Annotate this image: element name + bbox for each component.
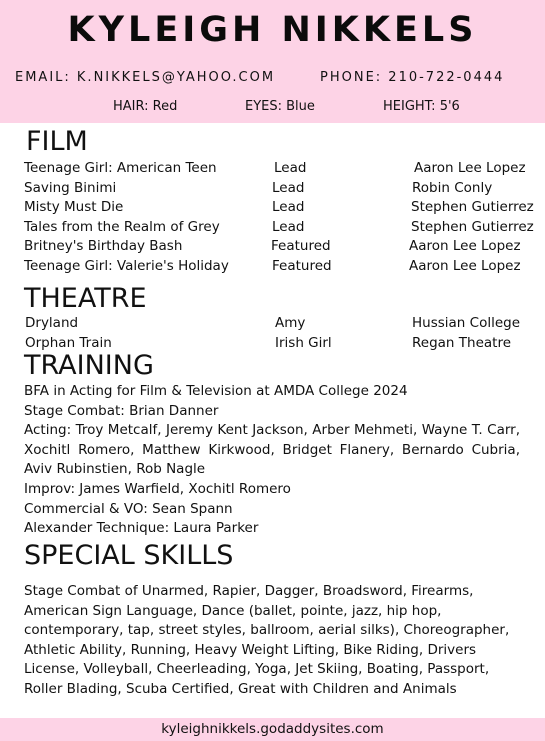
hair-stat: HAIR: Red: [113, 99, 178, 114]
training-commercial: Commercial & VO: Sean Spann: [24, 500, 233, 517]
film-title: Tales from the Realm of Grey: [24, 218, 220, 235]
film-director: Aaron Lee Lopez: [409, 238, 521, 254]
film-title: Teenage Girl: Valerie's Holiday: [24, 257, 229, 274]
film-row: [0, 238, 545, 258]
theatre-role: Irish Girl: [275, 334, 332, 351]
film-role: Lead: [272, 199, 305, 215]
film-row: [0, 199, 545, 219]
height-stat: HEIGHT: 5'6: [383, 99, 460, 114]
film-title: Teenage Girl: American Teen: [24, 160, 217, 176]
film-director: Stephen Gutierrez: [411, 199, 534, 215]
film-director: Stephen Gutierrez: [411, 218, 534, 235]
theatre-venue: Regan Theatre: [412, 334, 512, 351]
film-director: Aaron Lee Lopez: [409, 257, 521, 274]
film-heading: FILM: [26, 126, 88, 157]
training-block: [24, 382, 520, 539]
phone-contact: PHONE: 210-722-0444: [320, 70, 505, 85]
header-banner: [0, 0, 545, 123]
theatre-heading: THEATRE: [24, 283, 147, 314]
film-row: [0, 180, 545, 200]
email-contact: EMAIL: K.NIKKELS@YAHOO.COM: [15, 70, 276, 85]
training-stage-combat: Stage Combat: Brian Danner: [24, 402, 219, 419]
training-alexander: Alexander Technique: Laura Parker: [24, 520, 259, 537]
film-row: [0, 160, 545, 180]
training-acting: Acting: Troy Metcalf, Jeremy Kent Jackson, Arber Mehmeti, Wayne T. Carr, Xochitl Romero, Matthew Kirkwood, Bridget Flanery, Bernardo Cubria, Aviv Rubinstien, Rob Nagle: [24, 422, 520, 478]
special-skills-heading: SPECIAL SKILLS: [24, 540, 234, 571]
theatre-title: Orphan Train: [25, 334, 112, 351]
footer-banner: [0, 718, 545, 741]
theatre-title: Dryland: [25, 315, 79, 331]
film-row: [0, 219, 545, 239]
training-heading: TRAINING: [24, 350, 154, 381]
training-degree: BFA in Acting for Film & Television at AMDA College 2024: [24, 383, 408, 399]
film-role: Lead: [274, 160, 307, 176]
film-role: Featured: [272, 257, 332, 274]
theatre-role: Amy: [275, 315, 306, 331]
film-role: Lead: [272, 218, 305, 235]
film-director: Aaron Lee Lopez: [414, 160, 526, 176]
theatre-row: [0, 315, 545, 335]
website-link[interactable]: kyleighnikkels.godaddysites.com: [161, 721, 384, 737]
film-row: [0, 258, 545, 278]
theatre-venue: Hussian College: [412, 315, 521, 331]
film-title: Misty Must Die: [24, 199, 124, 215]
actor-name: KYLEIGH NIKKELS: [67, 10, 478, 50]
film-title: Britney's Birthday Bash: [24, 238, 183, 254]
special-skills-text: Stage Combat of Unarmed, Rapier, Dagger, Broadsword, Firearms, American Sign Language, Dance (ballet, pointe, jazz, hip hop, contemporary, tap, street styles, ballroom, aerial silks), Choreographer, Athletic Ability, Running, Heavy Weight Lifting, Bike Riding, Drivers License, Volleyball, Cheerleading, Yoga, Jet Skiing, Boating, Passport, Roller Blading, Scuba Certified, Great with Children and Animals: [24, 583, 510, 697]
film-role: Featured: [271, 238, 331, 254]
film-title: Saving Binimi: [24, 179, 117, 196]
eyes-stat: EYES: Blue: [245, 99, 315, 114]
training-improv: Improv: James Warfield, Xochitl Romero: [24, 480, 291, 497]
film-director: Robin Conly: [412, 179, 493, 196]
film-role: Lead: [272, 179, 305, 196]
